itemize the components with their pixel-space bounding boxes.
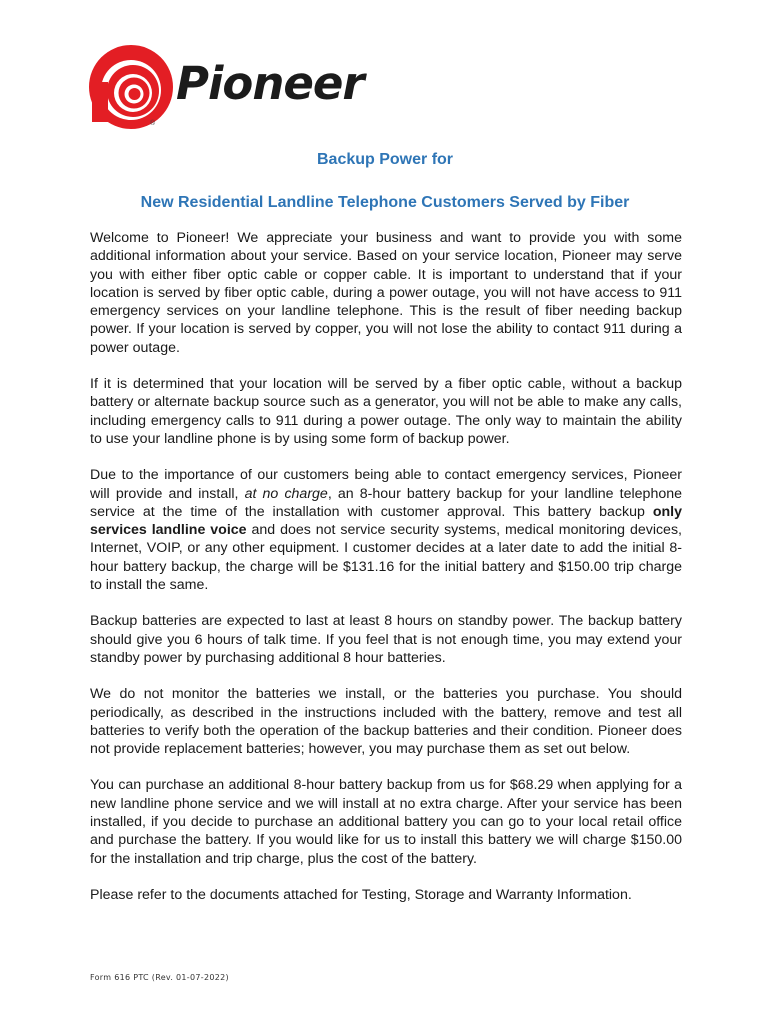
document-title: Backup Power for	[316, 151, 454, 168]
form-number-footer: Form 616 PTC (Rev. 01-07-2022)	[90, 973, 229, 982]
paragraph-text: , an 8-hour battery backup for your landline telephone service at the time of the installation with customer approval. This battery backup	[90, 485, 683, 520]
paragraph-text: and does not service security systems, medical monitoring devices, Internet, VOIP, or any other equipment. I customer decides at a later date to add the initial 8-hour battery backup, the charge will be $131.16 for the initial battery and $150.00 trip charge to install the same.	[90, 522, 682, 594]
document-subtitle: New Residential Landline Telephone Customers Served by Fiber	[140, 194, 630, 211]
paragraph-monitoring: We do not monitor the batteries we install, or the batteries you purchase. You should periodically, as described in the instructions included with the battery, remove and test all batteries to verify both the operation of the backup batteries and their condition. Pioneer does not provide replacement batteries; however, you may purchase them as set out below.	[90, 686, 682, 758]
emphasis-no-charge: at no charge	[244, 485, 328, 502]
pioneer-spiral-icon	[88, 44, 174, 130]
paragraph-text: Due to the importance of our customers being able to contact emergency services, Pioneer will provide and install,	[90, 467, 682, 502]
paragraph-battery-provision	[90, 466, 682, 594]
emphasis-landline-only: only services landline voice	[90, 503, 682, 539]
paragraph-fiber-outage: If it is determined that your location will be served by a fiber optic cable, without a backup battery or alternate backup source such as a generator, you will not be able to make any calls, including emergency calls to 911 during a power outage. The only way to maintain the ability to use your landline phone is by using some form of backup power.	[90, 376, 682, 447]
paragraph-additional-purchase: You can purchase an additional 8-hour battery backup from us for $68.29 when applying for a new landline phone service and we will install at no extra charge. After your service has been installed, if you decide to purchase an additional battery you can go to your local retail office and purchase the battery. If you would like for us to install this battery we will charge $150.00 for the installation and trip charge, plus the cost of the battery.	[90, 777, 682, 867]
paragraph-welcome: Welcome to Pioneer! We appreciate your business and want to provide you with some additional information about your service. Based on your service location, Pioneer may serve you with either fiber optic cable or copper cable. It is important to understand that if your location is served by fiber optic cable, during a power outage, you will not have access to 911 emergency services on your landline telephone. This is the result of fiber needing backup power. If your location is served by copper, you will not lose the ability to contact 911 during a power outage.	[90, 230, 682, 356]
registered-mark: ®	[150, 120, 156, 127]
pioneer-wordmark: Pioneer	[176, 57, 364, 110]
pioneer-logo	[88, 44, 378, 130]
paragraph-refer-documents: Please refer to the documents attached for Testing, Storage and Warranty Information.	[90, 886, 632, 903]
document-body	[90, 229, 682, 922]
paragraph-battery-life: Backup batteries are expected to last at least 8 hours on standby power. The backup battery should give you 6 hours of talk time. If you feel that is not enough time, you may extend your standby power by purchasing additional 8 hour batteries.	[90, 613, 682, 666]
